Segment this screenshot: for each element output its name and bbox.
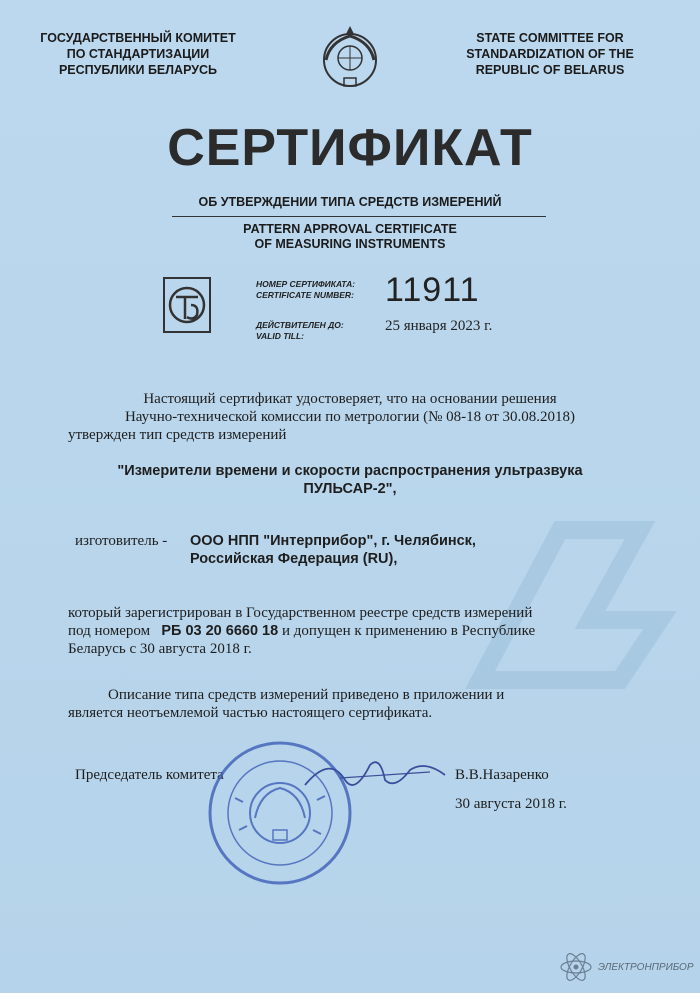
footer-brand: ЭЛЕКТРОНПРИБОР bbox=[598, 962, 694, 973]
subtitle-en-line: OF MEASURING INSTRUMENTS bbox=[254, 237, 446, 251]
instrument-line: "Измерители времени и скорости распространения ультразвука bbox=[117, 463, 583, 479]
certificate-number: 11911 bbox=[385, 271, 480, 309]
instrument-name bbox=[40, 462, 660, 498]
subtitle-en-line: PATTERN APPROVAL CERTIFICATE bbox=[243, 222, 457, 236]
registry-number: РБ 03 20 6660 18 bbox=[161, 623, 279, 639]
signatory-name: В.В.Назаренко bbox=[455, 767, 549, 783]
state-emblem-icon bbox=[318, 22, 382, 90]
valid-till-label bbox=[256, 320, 344, 342]
registry-line: Беларусь с 30 августа 2018 г. bbox=[68, 641, 252, 657]
registry-line: который зарегистрирован в Государственном реестре средств измерений bbox=[68, 605, 533, 621]
intro-paragraph bbox=[40, 390, 660, 444]
cert-number-label-en: CERTIFICATE NUMBER: bbox=[256, 290, 354, 300]
valid-till-date: 25 января 2023 г. bbox=[385, 318, 493, 334]
header-right bbox=[440, 30, 660, 78]
annex-paragraph bbox=[68, 686, 668, 722]
header-left-line: ГОСУДАРСТВЕННЫЙ КОМИТЕТ bbox=[40, 31, 236, 45]
registry-line bbox=[68, 622, 668, 640]
annex-line: Описание типа средств измерений приведено в приложении и bbox=[108, 687, 505, 703]
header-right-line: STANDARDIZATION OF THE bbox=[466, 47, 634, 61]
header-left bbox=[28, 30, 248, 78]
header-left-line: РЕСПУБЛИКИ БЕЛАРУСЬ bbox=[58, 63, 218, 77]
annex-line: является неотъемлемой частью настоящего сертификата. bbox=[68, 705, 433, 721]
header-left-line: ПО СТАНДАРТИЗАЦИИ bbox=[66, 47, 210, 61]
manufacturer-name bbox=[190, 532, 476, 568]
valid-till-label-ru: ДЕЙСТВИТЕЛЕН ДО: bbox=[256, 320, 344, 330]
signature-icon bbox=[300, 750, 450, 800]
manufacturer-line: ООО НПП "Интерприбор", г. Челябинск, bbox=[190, 533, 476, 549]
subtitle-en bbox=[0, 222, 700, 252]
title-divider bbox=[172, 216, 546, 217]
signature-date: 30 августа 2018 г. bbox=[455, 796, 567, 812]
header-right-line: REPUBLIC OF BELARUS bbox=[475, 63, 625, 77]
manufacturer-prefix: изготовитель - bbox=[75, 533, 168, 549]
cert-number-label-ru: НОМЕР СЕРТИФИКАТА: bbox=[256, 279, 356, 289]
signatory-role: Председатель комитета bbox=[75, 767, 224, 783]
intro-line: Научно-технической комиссии по метрологии (№ 08-18 от 30.08.2018) bbox=[124, 409, 576, 425]
document-title: СЕРТИФИКАТ bbox=[167, 119, 533, 177]
valid-till-label-en: VALID TILL: bbox=[256, 331, 304, 341]
manufacturer-line: Российская Федерация (RU), bbox=[190, 551, 398, 567]
header-right-line: STATE COMMITTEE FOR bbox=[476, 31, 624, 45]
registry-prefix: под номером bbox=[68, 623, 151, 639]
cert-number-label bbox=[256, 279, 355, 301]
intro-line: Настоящий сертификат удостоверяет, что на основании решения bbox=[143, 391, 557, 407]
registry-suffix: и допущен к применению в Республике bbox=[281, 623, 536, 639]
watermark-logo-icon bbox=[440, 500, 690, 700]
intro-line: утвержден тип средств измерений bbox=[68, 427, 287, 443]
subtitle-ru: ОБ УТВЕРЖДЕНИИ ТИПА СРЕДСТВ ИЗМЕРЕНИЙ bbox=[198, 195, 502, 209]
instrument-line: ПУЛЬСАР-2", bbox=[303, 481, 397, 497]
gosstandart-logo-icon bbox=[163, 277, 211, 333]
registry-paragraph bbox=[68, 604, 668, 658]
